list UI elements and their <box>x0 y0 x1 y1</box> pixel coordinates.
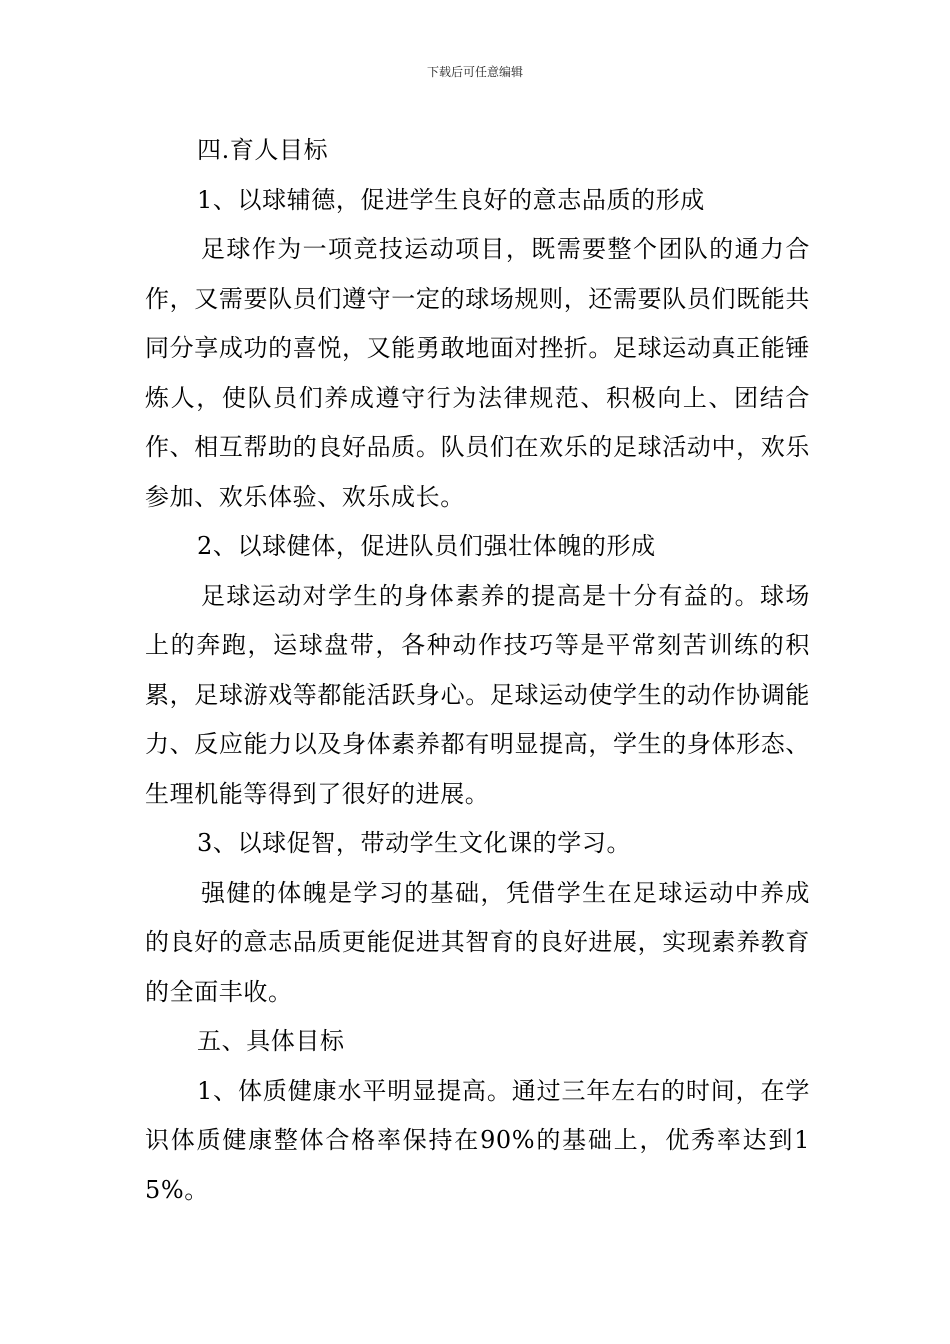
document-body <box>145 126 810 1215</box>
section-heading-4: 四.育人目标 <box>197 136 329 164</box>
page-header: 下载后可任意编辑 <box>426 65 523 79</box>
goal-heading-3: 3、以球促智，带动学生文化课的学习。 <box>197 829 632 857</box>
goal-paragraph-2: 足球运动对学生的身体素养的提高是十分有益的。球场上的奔跑，运球盘带，各种动作技巧等是平常刻苦训练的积累，足球游戏等都能活跃身心。足球运动使学生的动作协调能力、反应能力以及身体素养都有明显提高，学生的身体形态、生理机能等得到了很好的进展。 <box>145 581 810 808</box>
goal-paragraph-3: 强健的体魄是学习的基础，凭借学生在足球运动中养成的良好的意志品质更能促进其智育的良好进展，实现素养教育的全面丰收。 <box>145 878 810 1006</box>
goal-heading-2: 2、以球健体，促进队员们强壮体魄的形成 <box>197 532 656 560</box>
goal-paragraph-1: 足球作为一项竞技运动项目，既需要整个团队的通力合作，又需要队员们遵守一定的球场规则，还需要队员们既能共同分享成功的喜悦，又能勇敢地面对挫折。足球运动真正能锤炼人，使队员们养成遵守行为法律规范、积极向上、团结合作、相互帮助的良好品质。队员们在欢乐的足球活动中，欢乐参加、欢乐体验、欢乐成长。 <box>145 235 810 511</box>
section-heading-5: 五、具体目标 <box>197 1027 345 1055</box>
goal-heading-1: 1、以球辅德，促进学生良好的意志品质的形成 <box>197 185 705 214</box>
specific-goal-1: 1、体质健康水平明显提高。通过三年左右的时间，在学识体质健康整体合格率保持在90%的基础上，优秀率达到15%。 <box>145 1076 810 1204</box>
